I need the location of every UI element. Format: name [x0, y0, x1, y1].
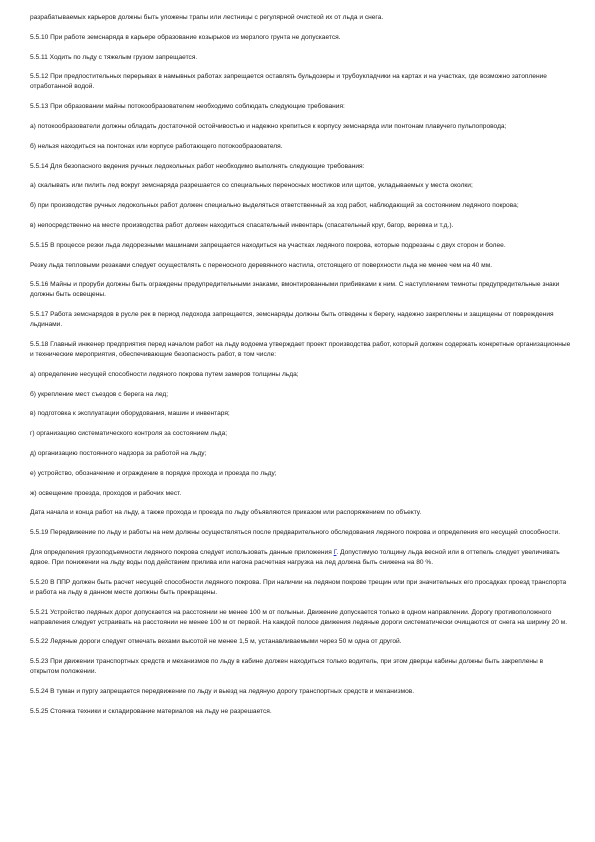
paragraph-5-5-18-c: в) подготовка к эксплуатации оборудования, машин и инвентаря; [30, 410, 230, 418]
paragraph-5-5-18-f: е) устройство, обозначение и ограждение в порядке прохода и проезда по льду; [30, 469, 277, 477]
paragraph-5-5-25: 5.5.25 Стоянка техники и складирование материалов на льду не разрешается. [30, 707, 272, 715]
paragraph-5-5-19: 5.5.19 Передвижение по льду и работы на нем должны осуществляться после предварительного обследования ледяного покрова и определения его несущей способности. [30, 529, 561, 537]
paragraph-load-capacity-text-after: . Допустимую толщину льда весной или в оттепель следует увеличивать вдвое. При понижении на льду воды под действием прилива или нагона расчетная нагрузка на лед должна быть снижена на 80 %. [30, 548, 560, 566]
paragraph-5-5-17: 5.5.17 Работа земснарядов в русле рек в период ледохода запрещается, земснаряды должны быть отведены к берегу, надежно закреплены и защищены от повреждения льдинами. [30, 311, 554, 329]
paragraph-5-5-14-a: а) скалывать или пилить лед вокруг земснаряда разрешается со специальных переносных мостиков или щитов, укладываемых у места околки; [30, 182, 473, 190]
paragraph-5-5-18-d: г) организацию систематического контроля за состоянием льда; [30, 430, 228, 438]
paragraph-5-5-13: 5.5.13 При образовании майны потокообразователем необходимо соблюдать следующие требования: [30, 103, 345, 111]
paragraph-5-5-23: 5.5.23 При движении транспортных средств и механизмов по льду в кабине должен находиться только водитель, при этом дверцы кабины должны быть закреплены в открытом положении. [30, 658, 544, 676]
paragraph-load-capacity [30, 548, 571, 568]
paragraph-5-5-18-g: ж) освещение проезда, проходов и рабочих мест. [30, 489, 182, 497]
paragraph-5-5-14-c: в) непосредственно на месте производства работ должен находиться спасательный инвентарь (спасательный круг, багор, веревка и т.д.). [30, 221, 454, 229]
paragraph-5-5-10: 5.5.10 При работе земснаряда в карьере образование козырьков из мерзлого грунта не допускается. [30, 33, 341, 41]
paragraph-5-5-18-a: а) определение несущей способности ледяного покрова путем замеров толщины льда; [30, 370, 299, 378]
paragraph-5-5-24: 5.5.24 В туман и пургу запрещается передвижение по льду и выезд на ледяную дорогу транспортных средств и механизмов. [30, 687, 415, 695]
paragraph-5-5-11: 5.5.11 Ходить по льду с тяжелым грузом запрещается. [30, 53, 198, 61]
appendix-g-link[interactable]: Г [333, 548, 337, 556]
paragraph-5-5-12: 5.5.12 При предпостительных перерывах в намывных работах запрещается оставлять бульдозеры и трубоукладчики на картах и на участках, где возможно затопление отработанной водой. [30, 73, 547, 91]
paragraph-5-5-14: 5.5.14 Для безопасного ведения ручных ледокольных работ необходимо выполнять следующие требования: [30, 162, 365, 170]
paragraph-load-capacity-text-before: Для определения грузоподъемности ледяного покрова следует использовать данные приложения [30, 548, 334, 556]
paragraph-5-5-13-a: а) потокообразователи должны обладать достаточной остойчивостью и надежно крепиться к корпусу земснаряда или понтонам плавучего пульпопровода; [30, 122, 507, 130]
paragraph-5-5-22: 5.5.22 Ледяные дороги следует отмечать вехами высотой не менее 1,5 м, устанавливаемыми через 50 м одна от другой. [30, 638, 402, 646]
paragraph-1: разрабатываемых карьеров должны быть уложены трапы или лестницы с регулярной очисткой их от льда и снега. [30, 14, 384, 21]
paragraph-5-5-20: 5.5.20 В ППР должен быть расчет несущей способности ледяного покрова. При наличии на ледяном покрове трещин или при значительных его просадках проезд транспорта и работа на льду в данном месте должны быть прекращены. [30, 578, 567, 596]
paragraph-dates-note: Дата начала и конца работ на льду, а также прохода и проезда по льду объявляются приказом или распоряжением по объекту. [30, 509, 422, 517]
paragraph-5-5-18-e: д) организацию постоянного надзора за работой на льду; [30, 449, 207, 457]
paragraph-5-5-14-b: б) при производстве ручных ледокольных работ должен специально выделяться ответственный за ход работ, наблюдающий за состоянием ледяного покрова; [30, 202, 519, 210]
paragraph-5-5-21: 5.5.21 Устройство ледяных дорог допускается на расстоянии не менее 100 м от полыньи. Движение допускается только в одном направлении. Дорогу противоположного направления следует устраивать на расстоянии не менее 100 м от первой. На каждой полосе движения ледяные дороги систематически очищаются от снега на ширину 20 м. [30, 608, 568, 626]
paragraph-5-5-18-b: б) укрепление мест съездов с берега на лед; [30, 390, 169, 398]
paragraph-5-5-15: 5.5.15 В процессе резки льда ледорезными машинами запрещается находиться на участках ледяного покрова, которые подрезаны с двух сторон и более. [30, 241, 506, 249]
paragraph-5-5-15-note: Резку льда тепловыми резаками следует осуществлять с переносного деревянного настила, отстоящего от поверхности льда не менее чем на 40 мм. [30, 261, 493, 269]
paragraph-5-5-16: 5.5.16 Майны и проруби должны быть ограждены предупредительными знаками, вмонтированными прибивками к ним. С наступлением темноты предупредительные знаки должны быть освещены. [30, 281, 560, 299]
paragraph-5-5-18: 5.5.18 Главный инженер предприятия перед началом работ на льду водоема утверждает проект производства работ, который должен содержать конкретные организационные и технические мероприятия, обеспечивающие безопасность работ, в том числе: [30, 340, 571, 358]
paragraph-5-5-13-b: б) нельзя находиться на понтонах или корпусе работающего потокообразователя. [30, 142, 283, 150]
